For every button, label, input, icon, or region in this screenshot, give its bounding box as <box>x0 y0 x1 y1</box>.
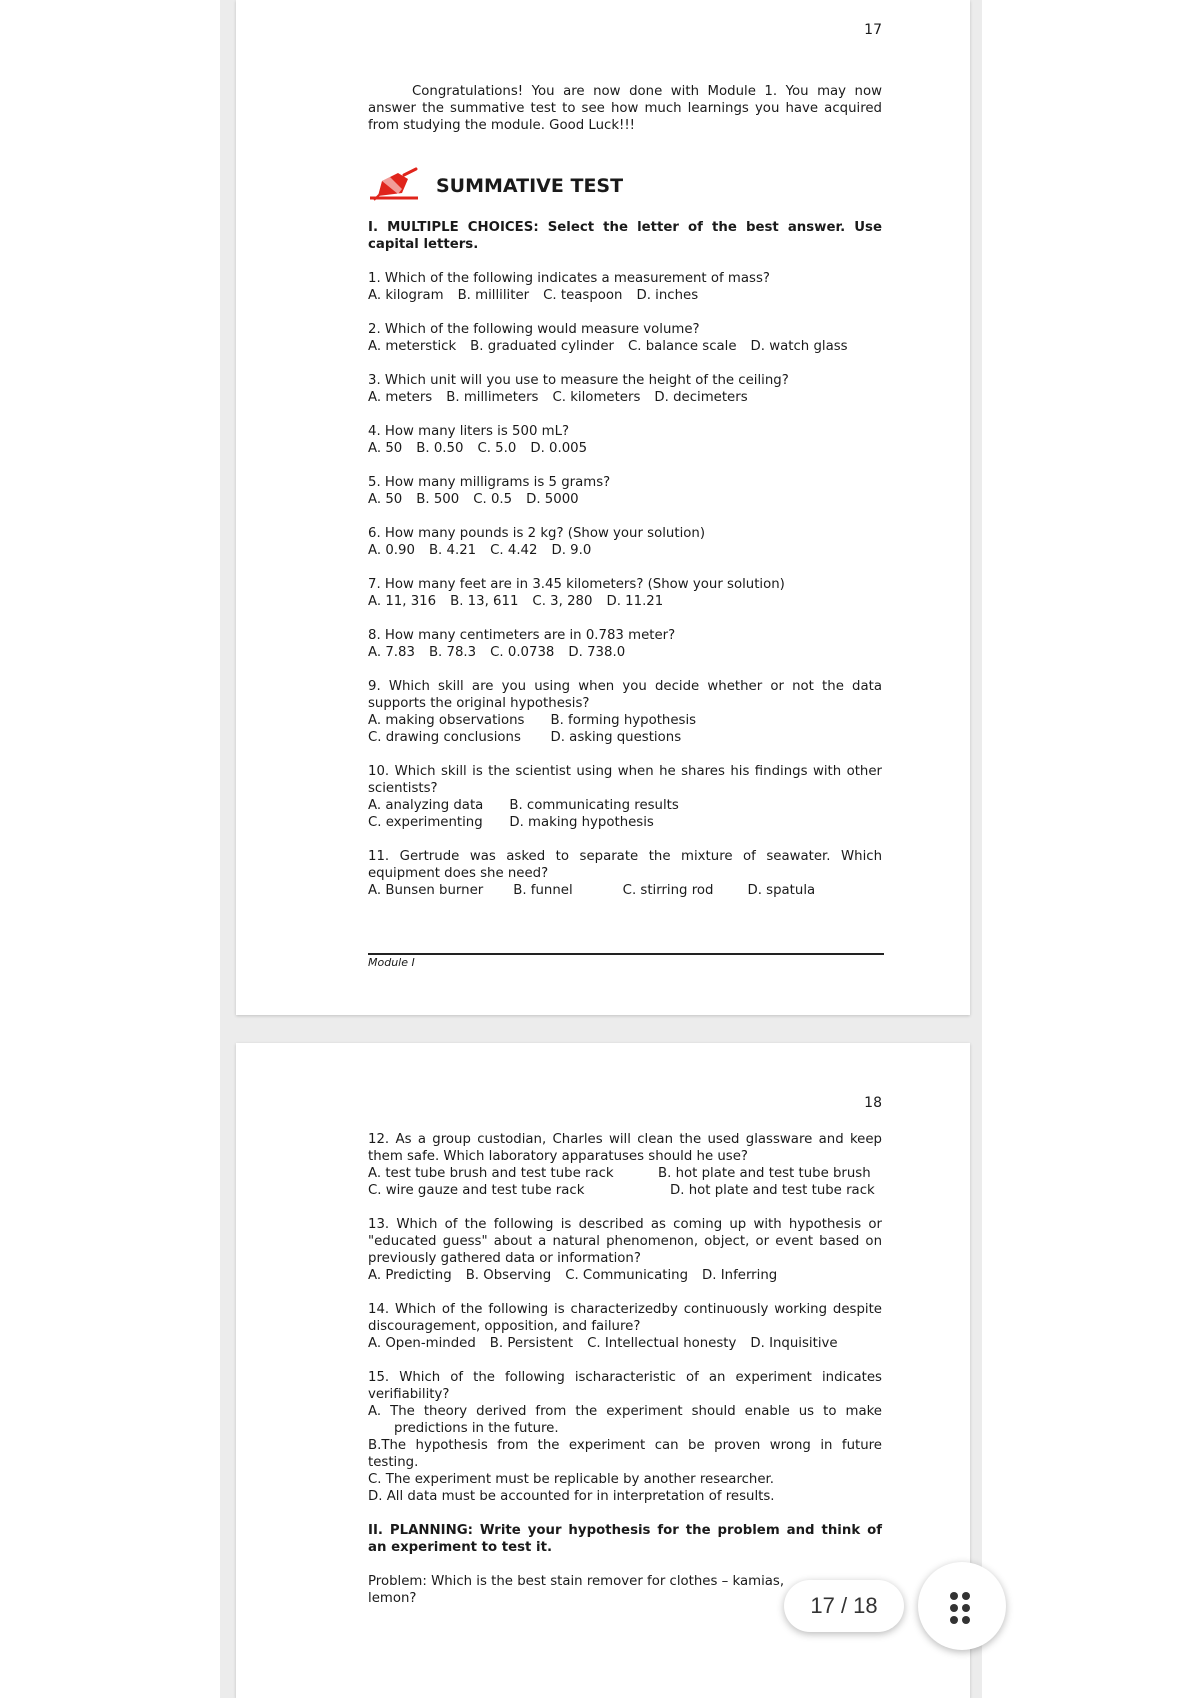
question-options <box>368 797 882 831</box>
option-c: C. Intellectual honesty <box>587 1336 737 1351</box>
question-text: 15. Which of the following ischaracteristic of an experiment indicates verifiability? <box>368 1370 882 1402</box>
option-a: A. Bunsen burner <box>368 883 484 898</box>
page-content <box>368 1131 882 1607</box>
question-options <box>368 644 882 661</box>
option-b: B.The hypothesis from the experiment can be proven wrong in future testing. <box>368 1438 882 1470</box>
menu-button[interactable] <box>918 1562 1006 1650</box>
question-text: 7. How many feet are in 3.45 kilometers? (Show your solution) <box>368 577 785 592</box>
option-b: B. hot plate and test tube brush <box>658 1166 871 1181</box>
option-d: D. spatula <box>747 883 816 898</box>
option-a: A. kilogram <box>368 288 444 303</box>
question-options <box>368 389 882 406</box>
question-4 <box>368 423 882 457</box>
option-a: A. 7.83 <box>368 645 415 660</box>
question-3 <box>368 372 882 406</box>
option-a: A. analyzing data <box>368 798 484 813</box>
question-text: 2. Which of the following would measure volume? <box>368 322 700 337</box>
option-a: A. meterstick <box>368 339 457 354</box>
option-a: A. making observations <box>368 713 525 728</box>
option-b: B. Persistent <box>489 1336 574 1351</box>
option-d: D. watch glass <box>750 339 848 354</box>
question-text: 4. How many liters is 500 mL? <box>368 424 570 439</box>
question-14 <box>368 1301 882 1352</box>
question-options <box>368 1165 882 1199</box>
option-a: A. The theory derived from the experiment should enable us to make predictions in the future. <box>368 1404 882 1436</box>
option-b: B. 78.3 <box>428 645 477 660</box>
option-c: C. 0.0738 <box>490 645 555 660</box>
option-c: C. stirring rod <box>622 883 714 898</box>
option-b: B. 500 <box>416 492 460 507</box>
problem-statement: Problem: Which is the best stain remover for clothes – kamias, lemon? <box>368 1574 785 1606</box>
option-b: B. 13, 611 <box>450 594 519 609</box>
option-d: D. inches <box>636 288 699 303</box>
option-b: B. 4.21 <box>428 543 477 558</box>
question-options <box>368 542 882 559</box>
question-options <box>368 593 882 610</box>
option-c: C. drawing conclusions <box>368 730 521 745</box>
option-a: A. meters <box>368 390 433 405</box>
question-10 <box>368 763 882 831</box>
option-d: D. 738.0 <box>568 645 626 660</box>
option-c: C. experimenting <box>368 815 483 830</box>
option-b: B. milliliter <box>457 288 530 303</box>
question-9 <box>368 678 882 746</box>
question-8 <box>368 627 882 661</box>
question-options <box>368 440 882 457</box>
page-content <box>368 83 882 899</box>
option-c: C. balance scale <box>627 339 737 354</box>
option-a: A. test tube brush and test tube rack <box>368 1166 614 1181</box>
option-d: D. 9.0 <box>551 543 592 558</box>
question-15 <box>368 1369 882 1505</box>
question-options <box>368 882 882 899</box>
option-d: D. Inferring <box>702 1268 778 1283</box>
document-page-17 <box>236 0 970 1015</box>
option-d: D. All data must be accounted for in interpretation of results. <box>368 1489 775 1504</box>
grid-dots-icon <box>950 1592 970 1624</box>
page-number: 17 <box>864 22 882 38</box>
option-c: C. 0.5 <box>473 492 513 507</box>
question-text: 12. As a group custodian, Charles will clean the used glassware and keep them safe. Which laboratory apparatuses should he use? <box>368 1132 882 1164</box>
question-text: 14. Which of the following is characterizedby continuously working despite discouragement, opposition, and failure? <box>368 1302 882 1334</box>
option-d: D. decimeters <box>654 390 748 405</box>
pencil-icon <box>368 167 420 206</box>
option-c: C. 3, 280 <box>532 594 593 609</box>
question-1 <box>368 270 882 304</box>
question-options <box>368 287 882 304</box>
question-text: 5. How many milligrams is 5 grams? <box>368 475 611 490</box>
option-d: D. asking questions <box>550 730 682 745</box>
option-c: C. Communicating <box>565 1268 689 1283</box>
question-options <box>368 491 882 508</box>
question-6 <box>368 525 882 559</box>
option-c: C. wire gauze and test tube rack <box>368 1183 585 1198</box>
question-options <box>368 338 882 355</box>
option-b: B. millimeters <box>446 390 539 405</box>
question-11 <box>368 848 882 899</box>
option-b: B. forming hypothesis <box>550 713 697 728</box>
option-b: B. funnel <box>513 883 573 898</box>
option-b: B. 0.50 <box>416 441 464 456</box>
question-12 <box>368 1131 882 1199</box>
option-a: A. Open-minded <box>368 1336 476 1351</box>
option-d: D. 11.21 <box>606 594 664 609</box>
option-b: B. Observing <box>465 1268 552 1283</box>
option-b: B. graduated cylinder <box>470 339 614 354</box>
summative-test-heading <box>368 167 882 206</box>
question-5 <box>368 474 882 508</box>
question-options <box>368 712 882 746</box>
question-text: 3. Which unit will you use to measure the height of the ceiling? <box>368 373 789 388</box>
option-a: A. Predicting <box>368 1268 452 1283</box>
option-a: A. 50 <box>368 441 403 456</box>
summative-test-title: SUMMATIVE TEST <box>436 175 624 197</box>
page-indicator[interactable]: 17 / 18 <box>784 1580 904 1632</box>
page-number: 18 <box>864 1095 882 1111</box>
intro-paragraph: Congratulations! You are now done with Module 1. You may now answer the summative test to see how much learnings you have acquired from studying the module. Good Luck!!! <box>368 84 882 133</box>
question-text: 9. Which skill are you using when you decide whether or not the data supports the original hypothesis? <box>368 679 882 711</box>
option-c: C. 5.0 <box>477 441 517 456</box>
option-a: A. 11, 316 <box>368 594 437 609</box>
question-text: 1. Which of the following indicates a measurement of mass? <box>368 271 770 286</box>
option-d: D. hot plate and test tube rack <box>670 1183 875 1198</box>
option-c: C. teaspoon <box>543 288 623 303</box>
question-7 <box>368 576 882 610</box>
option-a: A. 50 <box>368 492 403 507</box>
question-2 <box>368 321 882 355</box>
option-d: D. making hypothesis <box>509 815 654 830</box>
option-c: C. 4.42 <box>490 543 538 558</box>
question-text: 10. Which skill is the scientist using when he shares his findings with other scientists? <box>368 764 882 796</box>
section-heading-planning: II. PLANNING: Write your hypothesis for the problem and think of an experiment to test it. <box>368 1523 882 1555</box>
option-b: B. communicating results <box>509 798 679 813</box>
option-d: D. 0.005 <box>530 441 588 456</box>
option-a: A. 0.90 <box>368 543 415 558</box>
question-options <box>368 1267 882 1284</box>
question-text: 13. Which of the following is described as coming up with hypothesis or "educated guess" about a natural phenomenon, object, or event based on previously gathered data or information? <box>368 1217 882 1266</box>
question-text: 11. Gertrude was asked to separate the mixture of seawater. Which equipment does she need? <box>368 849 882 881</box>
page-footer: Module I <box>368 953 884 969</box>
section-heading-multiple-choice: I. MULTIPLE CHOICES: Select the letter of the best answer. Use capital letters. <box>368 220 882 252</box>
question-text: 6. How many pounds is 2 kg? (Show your solution) <box>368 526 706 541</box>
question-text: 8. How many centimeters are in 0.783 meter? <box>368 628 676 643</box>
option-c: C. The experiment must be replicable by another researcher. <box>368 1472 775 1487</box>
option-c: C. kilometers <box>552 390 641 405</box>
option-d: D. Inquisitive <box>750 1336 838 1351</box>
option-d: D. 5000 <box>526 492 579 507</box>
question-options <box>368 1335 882 1352</box>
question-13 <box>368 1216 882 1284</box>
